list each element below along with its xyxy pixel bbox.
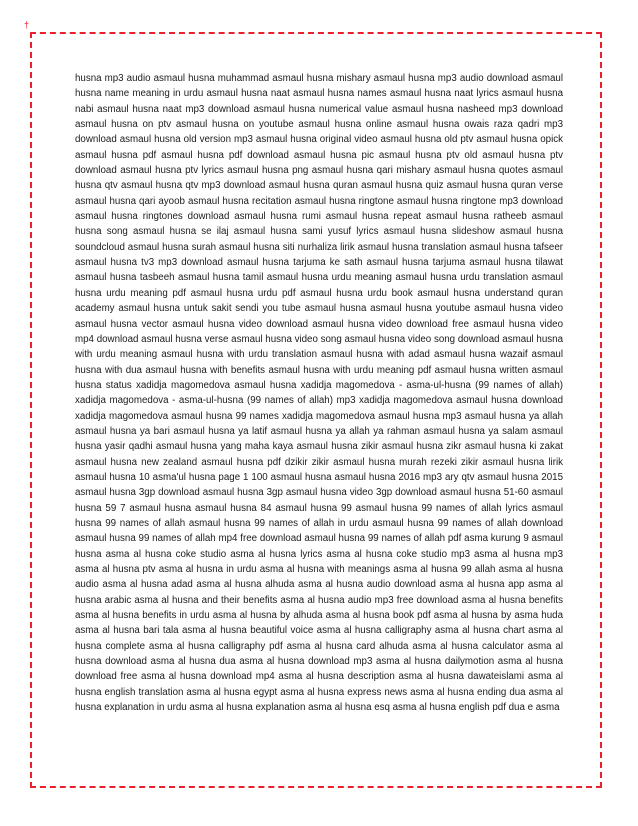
corner-mark: †	[24, 20, 30, 30]
document-body-text: husna mp3 audio asmaul husna muhammad asmaul husna mishary asmaul husna mp3 audio download asmaul husna name meaning in urdu asmaul husna naat asmaul husna names asmaul husna naat lyrics asmaul husna nabi asmaul husna naat mp3 download asmaul husna numerical value asmaul husna nasheed mp3 download asmaul husna on ptv asmaul husna on youtube asmaul husna online asmaul husna owais raza qadri mp3 download asmaul husna old version mp3 asmaul husna original video asmaul husna old ptv asmaul husna opick asmaul husna pdf asmaul husna pdf download asmaul husna pic asmaul husna ptv old asmaul husna ptv download asmaul husna ptv lyrics asmaul husna png asmaul husna qari mishary asmaul husna quotes asmaul husna qtv asmaul husna qtv mp3 download asmaul husna quran asmaul husna quiz asmaul husna quran verse asmaul husna qari ayoob asmaul husna recitation asmaul husna ringtone asmaul husna ringtone mp3 download asmaul husna ringtones download asmaul husna rumi asmaul husna repeat asmaul husna ratheeb asmaul husna song asmaul husna se ilaj asmaul husna sami yusuf lyrics asmaul husna slideshow asmaul husna soundcloud asmaul husna surah asmaul husna siti nurhaliza lirik asmaul husna translation asmaul husna tafseer asmaul husna tv3 mp3 download asmaul husna tarjuma ke sath asmaul husna tarjuma asmaul husna tilawat asmaul husna tasbeeh asmaul husna tamil asmaul husna urdu meaning asmaul husna urdu translation asmaul husna urdu meaning pdf asmaul husna urdu pdf asmaul husna urdu book asmaul husna understand quran academy asmaul husna untuk sakit sendi you tube asmaul husna asmaul husna youtube asmaul husna video asmaul husna vector asmaul husna video download asmaul husna video download free asmaul husna video mp4 download asmaul husna verse asmaul husna video song asmaul husna video song download asmaul husna with urdu meaning asmaul husna with urdu translation asmaul husna with adad asmaul husna wazaif asmaul husna with dua asmaul husna with benefits asmaul husna with urdu meaning pdf asmaul husna written asmaul husna status xadidja magomedova asmaul husna xadidja magomedova - asma-ul-husna (99 names of allah) xadidja magomedova - asma-ul-husna (99 names of allah) mp3 xadidja magomedova asmaul husna download xadidja magomedova asmaul husna 99 names xadidja magomedova asmaul husna mp3 asmaul husna ya allah asmaul husna ya bari asmaul husna ya latif asmaul husna ya allah ya rahman asmaul husna ya salam asmaul husna yasir qadhi asmaul husna yang maha kaya asmaul husna zikir asmaul husna zikr asmaul husna ki zakat asmaul husna new zealand asmaul husna pdf dzikir zikir asmaul husna murah rezeki zikir asmaul husna lirik asmaul husna 10 asma'ul husna page 1 100 asmaul husna asmaul husna 2016 mp3 ary qtv asmaul husna 2015 asmaul husna 3gp download asmaul husna 3gp asmaul husna video 3gp download asmaul husna 51-60 asmaul husna 59 7 asmaul husna asmaul husna 84 asmaul husna 99 asmaul husna 99 names of allah lyrics asmaul husna 99 names of allah asmaul husna 99 names of allah in urdu asmaul husna 99 names of allah download asmaul husna 99 names of allah mp4 free download asmaul husna 99 names of allah pdf asma kurung 9 asmaul husna asma al husna coke studio asma al husna lyrics asma al husna coke studio mp3 asma al husna mp3 asma al husna ptv asma al husna in urdu asma al husna with meanings asma al husna 99 allah asma al husna audio asma al husna adad asma al husna alhuda asma al husna audio download asma al husna app asma al husna arabic asma al husna and their benefits asma al husna audio mp3 free download asma al husna benefits asma al husna benefits in urdu asma al husna by alhuda asma al husna book pdf asma al husna by asma huda asma al husna bari tala asma al husna beautiful voice asma al husna calligraphy asma al husna chart asma al husna complete asma al husna calligraphy pdf asma al husna card alhuda asma al husna calculator asma al husna download asma al husna dua asma al husna download mp3 asma al husna dailymotion asma al husna download free asma al husna download mp4 asma al husna description asma al husna dawateislami asma al husna english translation asma al husna egypt asma al husna express news asma al husna ending dua asma al husna explanation in urdu asma al husna explanation asma al husna esq asma al husna english pdf dua e asma	[75, 73, 563, 714]
